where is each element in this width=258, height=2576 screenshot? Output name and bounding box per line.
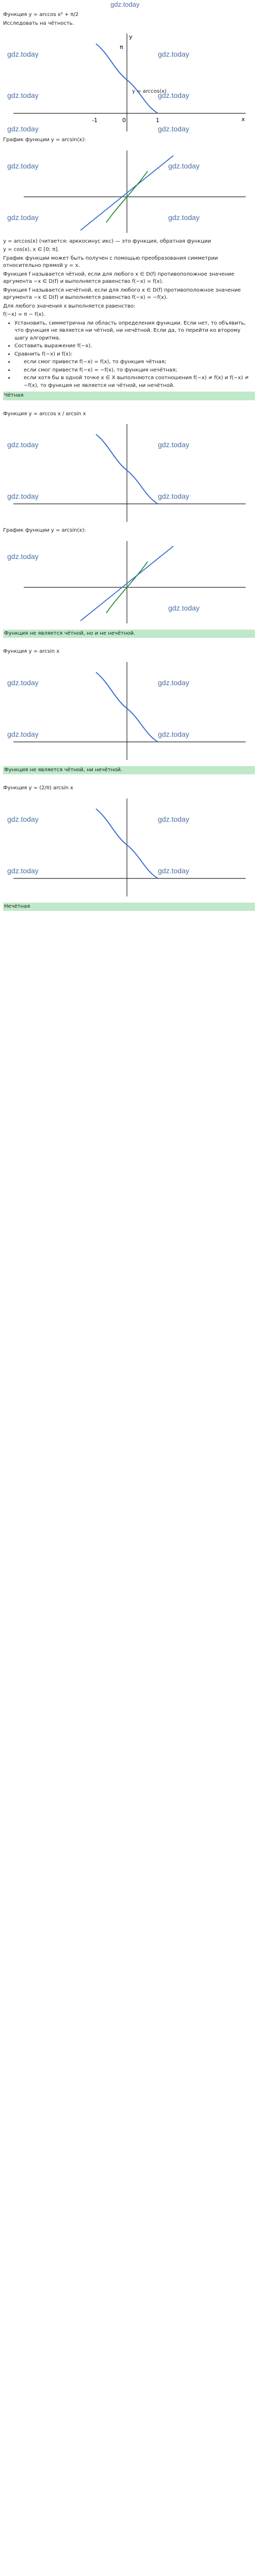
- watermark-graph: gdz.today: [7, 492, 39, 500]
- watermark: gdz.today: [110, 1, 140, 8]
- watermark-graph: gdz.today: [158, 678, 189, 687]
- watermark-graph: gdz.today: [168, 603, 200, 612]
- watermark-graph: gdz.today: [7, 730, 39, 738]
- pi-label: π: [120, 44, 123, 50]
- explanation-text: f(−x) = π − f(x).: [3, 312, 45, 317]
- list-item: • Установить, симметрична ли область определения функции. Если нет, то объявить, что функция не является ни чётной, ни нечётной. Если да, то перейти ко второму шагу алгоритма.: [14, 320, 255, 343]
- arccos-graph-svg: [3, 793, 255, 902]
- algorithm-list: [3, 320, 255, 390]
- list-item: • если смог привести f(−x) = f(x), то функция чётная;: [14, 359, 255, 366]
- watermark-graph: gdz.today: [7, 213, 39, 222]
- tick-neg1: -1: [92, 117, 98, 124]
- watermark-graph: gdz.today: [158, 492, 189, 500]
- section-1: [0, 9, 258, 409]
- arccos-graph-svg: [3, 657, 255, 765]
- watermark-graph: gdz.today: [7, 552, 39, 561]
- list-item: • Сравнить f(−x) и f(x):: [14, 351, 255, 359]
- x-axis-label: x: [241, 116, 245, 123]
- graph2-title: График функции y = arcsin(x):: [3, 528, 86, 533]
- conclusion-badge: Нечётная: [3, 903, 255, 911]
- arccos-graph-svg: [3, 28, 255, 137]
- conclusion-badge: Функция не является чётной, ни нечётной.: [3, 766, 255, 775]
- curve-label: y = arccos(x): [132, 89, 167, 94]
- watermark-graph: gdz.today: [7, 678, 39, 687]
- watermark-graph: gdz.today: [168, 161, 200, 170]
- section-2: [0, 409, 258, 647]
- list-item: • Составить выражение f(−x).: [14, 343, 255, 350]
- conclusion-badge: Функция не является чётной, но и не нечётной.: [3, 630, 255, 638]
- task-text: Исследовать на чётность.: [3, 20, 74, 26]
- watermark-graph: gdz.today: [7, 91, 39, 99]
- explanation-text: Функция f называется чётной, если для любого x ∈ D(f) противоположное значение аргумента −x ∈ D(f) и выполняется равенство f(−x) = f(x).: [3, 271, 235, 284]
- watermark-graph: gdz.today: [158, 50, 189, 58]
- watermark-graph: gdz.today: [158, 91, 189, 99]
- watermark-graph: gdz.today: [158, 730, 189, 738]
- function-title: Функция y = arcsin x: [3, 649, 60, 654]
- watermark-graph: gdz.today: [7, 440, 39, 449]
- watermark-graph: gdz.today: [7, 125, 39, 133]
- graph2-title: График функции y = arcsin(x):: [3, 137, 86, 143]
- watermark-graph: gdz.today: [158, 866, 189, 875]
- explanation-text: y = cos(x), x ∈ [0; π].: [3, 247, 59, 252]
- watermark-graph: gdz.today: [7, 866, 39, 875]
- arccos-graph: [3, 419, 255, 527]
- explanation-text: y = arccos(x) (читается: арккосинус икс) — это функция, обратная функции: [3, 238, 211, 244]
- tick-1: 1: [156, 117, 159, 124]
- arcsin-graph-svg: [3, 145, 255, 238]
- watermark-graph: gdz.today: [158, 440, 189, 449]
- list-item: • если смог привести f(−x) = −f(x), то функция нечётная;: [14, 367, 255, 375]
- arcsin-graph: [3, 145, 255, 238]
- watermark-graph: gdz.today: [7, 161, 39, 170]
- watermark-graph: gdz.today: [7, 815, 39, 823]
- conclusion-badge: Чётная: [3, 392, 255, 400]
- tick-0: 0: [122, 117, 126, 124]
- list-item: • если хотя бы в одной точке x ∈ X выполняются соотношения f(−x) ≠ f(x) и f(−x) ≠ −f(x), то функция не является ни чётной, ни нечётной.: [14, 375, 255, 389]
- watermark-graph: gdz.today: [7, 50, 39, 58]
- arccos-graph: [3, 793, 255, 902]
- explanation-text: Для любого значения x выполняется равенство:: [3, 303, 136, 309]
- page-header: [0, 0, 258, 9]
- arcsin-graph-svg: [3, 536, 255, 629]
- function-title: Функция y = (2/π) arcsin x: [3, 785, 73, 791]
- section-4: [0, 783, 258, 919]
- function-title: Функция y = arccos x / arcsin x: [3, 411, 86, 417]
- explanation-text: Функция f называется нечётной, если для любого x ∈ D(f) противоположное значение аргумента −x ∈ D(f) и выполняется равенство f(−x) = −f(x).: [3, 287, 241, 300]
- watermark-graph: gdz.today: [168, 213, 200, 222]
- arccos-graph: [3, 657, 255, 765]
- section-3: [0, 646, 258, 783]
- arccos-graph-svg: [3, 419, 255, 527]
- y-axis-label: y: [129, 33, 133, 40]
- watermark-graph: gdz.today: [158, 125, 189, 133]
- function-title: Функция y = arccos x² + π/2: [3, 12, 79, 18]
- arccos-graph: [3, 28, 255, 137]
- watermark-graph: gdz.today: [158, 815, 189, 823]
- arcsin-graph: [3, 536, 255, 629]
- explanation-text: График функции может быть получен с помощью преобразования симметрии относительно прямой y = x.: [3, 255, 218, 268]
